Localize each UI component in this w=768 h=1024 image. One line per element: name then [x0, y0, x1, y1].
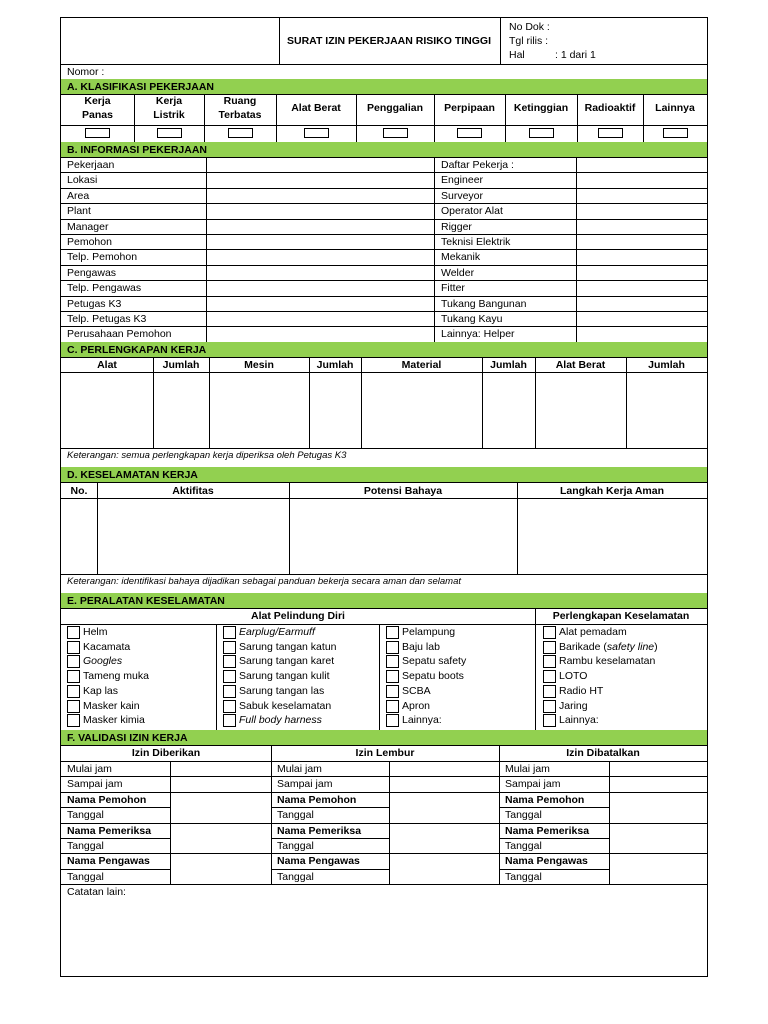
checkbox[interactable]	[223, 655, 236, 668]
worker-name-field[interactable]	[576, 311, 707, 326]
classification-checkbox[interactable]	[157, 128, 182, 138]
info-label: Area	[67, 189, 90, 202]
info-value-field[interactable]	[206, 172, 434, 187]
checkbox[interactable]	[543, 685, 556, 698]
form-title: SURAT IZIN PEKERJAAN RISIKO TINGGI	[287, 35, 491, 47]
info-label: Pekerjaan	[67, 159, 115, 171]
checkbox-label: Kacamata	[83, 640, 131, 653]
validation-value-field[interactable]	[390, 761, 499, 776]
classification-checkbox[interactable]	[598, 128, 623, 138]
classification-label: Panas	[82, 109, 113, 121]
checkbox-label-part: Radio HT	[559, 684, 604, 697]
equipment-cell[interactable]	[153, 373, 209, 448]
info-label: Pengawas	[67, 266, 117, 279]
header-divider	[500, 18, 501, 64]
equipment-cell[interactable]	[61, 373, 153, 448]
classification-checkbox[interactable]	[457, 128, 482, 138]
info-label: Telp. Pemohon	[67, 251, 138, 264]
no-dok-label: No Dok :	[509, 21, 550, 33]
section-d-title: D. KESELAMATAN KERJA	[67, 469, 198, 481]
checkbox[interactable]	[67, 685, 80, 698]
classification-label: Penggalian	[366, 102, 423, 114]
info-label: Manager	[67, 220, 109, 233]
permit-form	[60, 17, 708, 977]
checkbox[interactable]	[543, 670, 556, 683]
equipment-column-header: Jumlah	[648, 359, 685, 371]
hal-value: : 1 dari 1	[555, 49, 596, 61]
equipment-cell[interactable]	[309, 373, 361, 448]
validation-row-label: Nama Pemohon	[277, 793, 357, 806]
validation-value-field[interactable]	[610, 776, 707, 791]
checkbox-label-part: LOTO	[559, 670, 588, 683]
checkbox-label	[559, 701, 588, 712]
worker-role-label: Operator Alat	[441, 205, 503, 218]
validation-row-label: Tanggal	[505, 840, 542, 852]
rule	[61, 64, 707, 65]
checkbox-label-part: )	[654, 640, 658, 653]
checkbox[interactable]	[223, 670, 236, 683]
checkbox[interactable]	[67, 626, 80, 639]
checkbox-label: Kap las	[83, 684, 119, 697]
info-label: Plant	[67, 205, 91, 218]
checkbox[interactable]	[67, 700, 80, 713]
validation-row-label: Tanggal	[277, 840, 314, 852]
checkbox[interactable]	[223, 714, 236, 727]
checkbox[interactable]	[67, 655, 80, 668]
classification-label: Perpipaan	[444, 102, 495, 114]
checkbox-label: Sabuk keselamatan	[239, 699, 332, 712]
checkbox-label: Earplug/Earmuff	[239, 626, 315, 638]
checkbox-label: Helm	[83, 626, 108, 638]
validation-value-field[interactable]	[390, 776, 499, 791]
checkbox-label-part: Lainnya:	[559, 714, 599, 727]
section-d-note: Keterangan: identifikasi bahaya dijadikan sebagai panduan bekerja secara aman dan selamat	[67, 576, 461, 587]
validation-row-label: Tanggal	[505, 870, 542, 883]
validation-row-label: Nama Pemohon	[67, 793, 147, 806]
validation-row-label: Tanggal	[67, 809, 104, 822]
checkbox[interactable]	[386, 655, 399, 668]
classification-label: Terbatas	[218, 109, 262, 121]
info-label: Lokasi	[67, 174, 98, 187]
checkbox-label: Sarung tangan las	[239, 684, 325, 697]
checkbox-label: Pelampung	[402, 626, 456, 638]
validation-group-header: Izin Lembur	[355, 747, 415, 759]
tgl-rilis-label: Tgl rilis :	[509, 35, 549, 47]
checkbox-label: Baju lab	[402, 640, 440, 653]
worker-name-field[interactable]	[576, 203, 707, 218]
checkbox[interactable]	[543, 700, 556, 713]
validation-value-field[interactable]	[610, 761, 707, 776]
section-f-title: F. VALIDASI IZIN KERJA	[67, 732, 188, 744]
classification-checkbox[interactable]	[663, 128, 688, 138]
checkbox[interactable]	[386, 700, 399, 713]
apd-group-label: Alat Pelindung Diri	[251, 610, 345, 622]
section-d-header	[61, 467, 707, 482]
checkbox[interactable]	[223, 685, 236, 698]
equipment-column-header: Alat	[97, 359, 117, 371]
validation-row-label: Tanggal	[67, 840, 104, 852]
equipment-column-header: Jumlah	[162, 359, 200, 371]
equipment-column-header: Alat Berat	[555, 359, 606, 371]
checkbox-label	[559, 656, 655, 667]
classification-label: Listrik	[153, 109, 185, 121]
section-e-title: E. PERALATAN KESELAMATAN	[67, 595, 225, 607]
safety-column-header: Aktifitas	[172, 485, 214, 497]
checkbox-label: Googles	[83, 655, 123, 668]
validation-row-label: Nama Pemohon	[505, 793, 585, 806]
validation-value-field[interactable]	[171, 792, 271, 823]
info-label: Perusahaan Pemohon	[67, 328, 172, 341]
checkbox[interactable]	[386, 641, 399, 654]
validation-group-header: Izin Dibatalkan	[566, 747, 640, 759]
nomor-field[interactable]: Nomor :	[67, 66, 105, 78]
section-a-title: A. KLASIFIKASI PEKERJAAN	[67, 81, 215, 93]
worker-role-label: Fitter	[441, 282, 465, 295]
classification-checkbox[interactable]	[383, 128, 408, 138]
classification-label: Radioaktif	[584, 102, 636, 114]
perlengkapan-group-label: Perlengkapan Keselamatan	[552, 610, 690, 622]
worker-role-label: Surveyor	[441, 189, 484, 202]
classification-checkbox[interactable]	[85, 128, 110, 138]
checkbox-label: Sepatu safety	[402, 655, 467, 668]
checkbox-label-part: Jaring	[559, 699, 588, 712]
worker-name-field[interactable]	[576, 157, 707, 172]
safety-cell[interactable]	[517, 499, 707, 574]
section-e-header	[61, 593, 707, 608]
validation-row-label: Nama Pemeriksa	[67, 824, 152, 837]
checkbox[interactable]	[67, 641, 80, 654]
worker-name-field[interactable]	[576, 172, 707, 187]
info-value-field[interactable]	[206, 280, 434, 295]
info-value-field[interactable]	[206, 219, 434, 234]
info-label: Petugas K3	[67, 297, 122, 310]
checkbox-label: Sarung tangan karet	[239, 655, 335, 668]
worker-name-field[interactable]	[576, 326, 707, 341]
worker-name-field[interactable]	[576, 219, 707, 234]
info-label: Pemohon	[67, 236, 112, 248]
info-value-field[interactable]	[206, 311, 434, 326]
classification-checkbox[interactable]	[529, 128, 554, 138]
hal-label: Hal	[509, 49, 525, 61]
info-value-field[interactable]	[206, 249, 434, 264]
validation-value-field[interactable]	[390, 792, 499, 823]
validation-row-label: Tanggal	[277, 870, 314, 883]
checkbox-label: Sepatu boots	[402, 670, 464, 683]
validation-row-label: Tanggal	[277, 809, 314, 822]
worker-role-label: Tukang Bangunan	[441, 297, 527, 310]
validation-row-label: Tanggal	[505, 809, 542, 822]
validation-value-field[interactable]	[171, 823, 271, 854]
classification-checkbox[interactable]	[228, 128, 253, 138]
classification-label: Kerja	[155, 95, 183, 107]
equipment-cell[interactable]	[626, 373, 707, 448]
checkbox-label: Sarung tangan kulit	[239, 670, 330, 683]
worker-role-label: Mekanik	[441, 251, 481, 264]
validation-row-label: Nama Pengawas	[277, 855, 360, 868]
validation-row-label: Nama Pemeriksa	[505, 824, 590, 837]
classification-label: Lainnya	[655, 102, 695, 114]
equipment-cell[interactable]	[361, 373, 482, 448]
validation-row-label: Nama Pemeriksa	[277, 824, 362, 837]
section-c-header	[61, 342, 707, 357]
checkbox[interactable]	[386, 626, 399, 639]
checkbox-label: SCBA	[402, 684, 431, 697]
validation-value-field[interactable]	[610, 823, 707, 854]
worker-name-field[interactable]	[576, 280, 707, 295]
worker-name-field[interactable]	[576, 249, 707, 264]
validation-value-field[interactable]	[390, 823, 499, 854]
classification-checkbox[interactable]	[304, 128, 329, 138]
equipment-column-header: Jumlah	[316, 359, 354, 371]
validation-value-field[interactable]	[610, 792, 707, 823]
info-value-field[interactable]	[206, 234, 434, 249]
checkbox-label	[559, 671, 587, 682]
checkbox[interactable]	[543, 626, 556, 639]
info-value-field[interactable]	[206, 188, 434, 203]
validation-row-label: Mulai jam	[277, 763, 322, 775]
equipment-column-header: Mesin	[244, 359, 274, 371]
worker-role-label: Lainnya: Helper	[441, 328, 515, 341]
checkbox-label	[559, 627, 627, 638]
checkbox[interactable]	[67, 714, 80, 727]
worker-name-field[interactable]	[576, 188, 707, 203]
safety-cell[interactable]	[97, 499, 289, 574]
checkbox[interactable]	[386, 714, 399, 727]
checkbox-label-part: Rambu keselamatan	[559, 655, 656, 668]
checkbox[interactable]	[223, 626, 236, 639]
info-value-field[interactable]	[206, 326, 434, 341]
worker-role-label: Rigger	[441, 220, 472, 233]
classification-label: Alat Berat	[291, 102, 341, 114]
checkbox[interactable]	[67, 670, 80, 683]
info-value-field[interactable]	[206, 157, 434, 172]
worker-name-field[interactable]	[576, 234, 707, 249]
validation-group-header: Izin Diberikan	[131, 747, 201, 759]
checkbox-label: Masker kain	[83, 699, 140, 712]
info-label: Telp. Pengawas	[67, 282, 142, 295]
worker-role-label: Teknisi Elektrik	[441, 236, 511, 248]
equipment-cell[interactable]	[482, 373, 535, 448]
equipment-column-header: Jumlah	[490, 359, 527, 371]
checkbox-label-part: Barikade (	[559, 640, 607, 653]
safety-column-header: Potensi Bahaya	[363, 485, 443, 497]
checkbox-label: Full body harness	[239, 714, 322, 727]
validation-row-label: Sampai jam	[67, 778, 123, 791]
classification-label: Ketinggian	[513, 102, 569, 114]
checkbox-label: Tameng muka	[83, 670, 149, 683]
worker-role-label: Tukang Kayu	[441, 313, 503, 325]
validation-row-label: Nama Pengawas	[505, 855, 588, 868]
checkbox-label: Masker kimia	[83, 714, 145, 727]
equipment-cell[interactable]	[535, 373, 626, 448]
validation-row-label: Tanggal	[67, 870, 104, 883]
info-value-field[interactable]	[206, 265, 434, 280]
classification-label: Ruang	[223, 95, 257, 107]
checkbox-label: Sarung tangan katun	[239, 640, 337, 653]
section-b-title: B. INFORMASI PEKERJAAN	[67, 144, 208, 156]
safety-column-header: Langkah Kerja Aman	[559, 485, 665, 497]
worker-name-field[interactable]	[576, 265, 707, 280]
classification-label: Kerja	[84, 95, 111, 107]
worker-name-field[interactable]	[576, 296, 707, 311]
info-value-field[interactable]	[206, 203, 434, 218]
worker-role-label: Daftar Pekerja :	[441, 159, 514, 171]
checkbox[interactable]	[386, 685, 399, 698]
checkbox-label	[559, 686, 603, 697]
checkbox[interactable]	[386, 670, 399, 683]
validation-row-label: Sampai jam	[505, 778, 561, 791]
safety-cell[interactable]	[289, 499, 517, 574]
validation-row-label: Sampai jam	[277, 778, 333, 791]
validation-value-field[interactable]	[171, 761, 271, 776]
safety-cell[interactable]	[61, 499, 97, 574]
section-a-header	[61, 79, 707, 94]
safety-column-header: No.	[70, 485, 88, 497]
checkbox-label: Apron	[402, 699, 431, 712]
info-value-field[interactable]	[206, 296, 434, 311]
checkbox[interactable]	[223, 700, 236, 713]
validation-row-label: Mulai jam	[67, 763, 112, 775]
section-c-note: Keterangan: semua perlengkapan kerja diperiksa oleh Petugas K3	[67, 450, 347, 461]
validation-value-field[interactable]	[610, 853, 707, 884]
validation-row-label: Nama Pengawas	[67, 855, 150, 868]
checkbox-label-part: safety line	[606, 640, 655, 653]
checkbox[interactable]	[543, 641, 556, 654]
worker-role-label: Welder	[441, 266, 475, 279]
checkbox[interactable]	[543, 655, 556, 668]
validation-row-label: Mulai jam	[505, 763, 550, 775]
checkbox[interactable]	[543, 714, 556, 727]
section-b-header	[61, 142, 707, 157]
checkbox-label-part: Alat pemadam	[559, 626, 627, 638]
checkbox[interactable]	[223, 641, 236, 654]
checkbox-label	[559, 642, 658, 653]
checkbox-label	[559, 715, 599, 726]
validation-value-field[interactable]	[171, 853, 271, 884]
equipment-column-header: Material	[401, 359, 442, 371]
catatan-lain-field[interactable]: Catatan lain:	[67, 886, 126, 898]
equipment-cell[interactable]	[209, 373, 309, 448]
validation-value-field[interactable]	[171, 776, 271, 791]
worker-role-label: Engineer	[441, 174, 484, 187]
checkbox-label: Lainnya:	[402, 714, 442, 727]
section-f-header	[61, 730, 707, 745]
info-label: Telp. Petugas K3	[67, 313, 147, 325]
section-c-title: C. PERLENGKAPAN KERJA	[67, 344, 207, 356]
validation-value-field[interactable]	[390, 853, 499, 884]
header-divider	[279, 18, 280, 64]
